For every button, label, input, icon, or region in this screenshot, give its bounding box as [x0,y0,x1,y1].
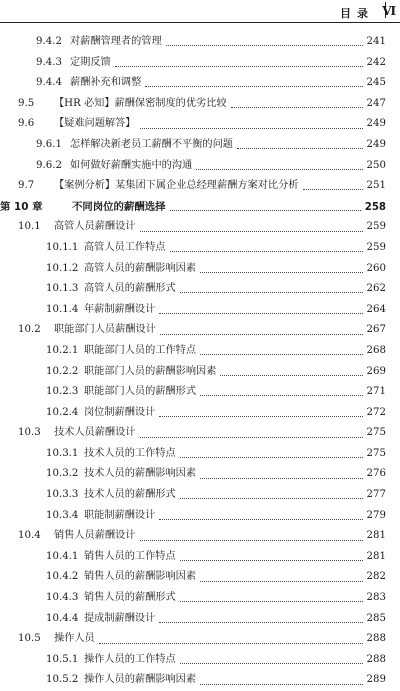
dot-leader [99,642,363,644]
toc-entry-number: 9.5 [18,97,35,109]
dot-leader [180,662,363,664]
toc-entry[interactable] [0,300,400,321]
toc-entry-title: 销售人员的薪酬形式 [84,592,176,604]
toc-entry-title: 操作人员的薪酬影响因素 [84,674,197,686]
page-header [0,0,400,23]
toc-entry-title: 年薪制薪酬设计 [84,303,156,315]
toc-entry-title: 技术人员薪酬设计 [54,427,136,439]
toc-entry-number: 10.4.2 [46,571,79,583]
toc-entry-title: 技术人员的薪酬形式 [84,489,176,501]
dot-leader [159,312,362,314]
dot-leader [200,271,362,273]
dot-leader [159,518,362,520]
toc-entry-page: 250 [366,159,386,171]
dot-leader [140,539,363,541]
toc-entry-page: 269 [366,365,386,377]
dot-leader [220,374,362,376]
toc-entry[interactable] [0,320,400,341]
dot-leader [140,436,363,438]
toc-entry-page: 288 [366,633,386,645]
toc-entry-title: 如何做好薪酬实施中的沟通 [70,159,193,171]
dot-leader [200,477,362,479]
dot-leader [200,580,362,582]
toc-entry-number: 10.4 [18,530,41,542]
toc-entry-page: 260 [366,262,386,274]
toc-entry[interactable] [0,362,400,383]
dot-leader [180,456,363,458]
dot-leader [160,333,363,335]
toc-entry-number: 10.2.1 [46,344,79,356]
toc-entry-page: 285 [366,612,386,624]
toc-entry-title: 技术人员的薪酬影响因素 [84,468,197,480]
toc-entry-page: 272 [366,406,386,418]
dot-leader [200,683,362,685]
toc-entry-title: 提成制薪酬设计 [84,612,156,624]
toc-entry[interactable] [0,53,400,74]
toc-entry-title: 销售人员的薪酬影响因素 [84,571,197,583]
toc-entry[interactable] [0,444,400,465]
toc-entry-number: 10.1.2 [46,262,79,274]
dot-leader [159,415,362,417]
toc-entry-page: 262 [366,283,386,295]
toc-entry-number: 10.2.4 [46,406,79,418]
toc-entry[interactable] [0,32,400,53]
toc-entry[interactable] [0,423,400,444]
toc-entry-number: 10.2 [18,324,41,336]
toc-entry[interactable] [0,259,400,280]
toc-entry-number: 10.2.2 [46,365,79,377]
toc-entry-title: 不同岗位的薪酬选择 [72,200,166,213]
dot-leader [180,600,363,602]
header-page-number: Ⅵ [382,4,396,18]
toc-entry-title: 操作人员的工作特点 [84,653,176,665]
toc-entry-title: 岗位制薪酬设计 [84,406,156,418]
toc-entry-number: 10.4.4 [46,612,79,624]
toc-entry-number: 10.4.1 [46,550,79,562]
toc-entry-page: 241 [366,36,386,47]
toc-entry-title: 对薪酬管理者的管理 [70,36,162,47]
toc-entry-number: 10.3.1 [46,447,79,459]
toc-chapter-entry[interactable] [0,197,400,218]
toc-entry[interactable] [0,609,400,630]
dot-leader [170,209,361,211]
toc-entry-page: 283 [366,592,386,604]
dot-leader [237,147,363,149]
toc-entry-title: 怎样解决新老员工薪酬不平衡的问题 [70,138,233,150]
toc-entry-page: 289 [366,674,386,686]
toc-entry-number: 10.1.3 [46,283,79,295]
toc-entry[interactable] [0,341,400,362]
dot-leader [303,188,363,190]
dot-leader [145,85,362,87]
dot-leader [166,44,363,46]
toc-entry-number: 9.6.2 [36,159,62,171]
dot-leader [180,497,363,499]
toc-entry-number: 10.1 [18,221,41,233]
dot-leader [159,621,362,623]
toc-entry-page: 275 [366,427,386,439]
toc-entry-page: 249 [366,118,386,130]
dot-leader [200,394,362,396]
toc-entry-page: 251 [366,180,386,192]
toc-entry-page: 279 [366,509,386,521]
toc-entry-page: 258 [364,201,386,213]
toc-entry-title: 【疑难问题解答】 [54,118,136,130]
toc-entry-page: 271 [366,386,386,398]
toc-entry[interactable] [0,279,400,300]
dot-leader [180,291,363,293]
dot-leader [180,559,363,561]
toc-entry[interactable] [0,238,400,259]
toc-entry-number: 10.2.3 [46,386,79,398]
toc-entry[interactable] [0,156,400,177]
toc-entry-title: 技术人员的工作特点 [84,447,176,459]
toc-entry-page: 288 [366,653,386,665]
toc-entry-title: 【案例分析】某集团下属企业总经理薪酬方案对比分析 [54,180,299,192]
toc-entry-page: 268 [366,344,386,356]
toc-entry-number: 9.7 [18,180,35,192]
toc-entry[interactable] [0,73,400,94]
toc-entry[interactable] [0,114,400,135]
toc-entry-page: 275 [366,447,386,459]
toc-entry-title: 职能部门人员的薪酬形式 [84,386,197,398]
toc-entry-title: 高管人员工作特点 [84,241,166,253]
toc-entry[interactable] [0,629,400,650]
toc-entry-title: 销售人员薪酬设计 [54,530,136,542]
toc-entry-page: 277 [366,489,386,501]
toc-entry-number: 10.1.4 [46,303,79,315]
toc-entry-title: 职能部门人员的薪酬影响因素 [84,365,217,377]
toc-entry-page: 267 [366,324,386,336]
toc-entry[interactable] [0,464,400,485]
dot-leader [115,65,363,67]
toc-entry-number: 10.5.1 [46,653,79,665]
toc-entry-title: 薪酬补充和调整 [70,77,142,89]
toc-entry[interactable] [0,176,400,197]
toc-entry[interactable] [0,382,400,403]
toc-entry-page: 249 [366,138,386,150]
toc-entry-number: 9.4.4 [36,77,62,89]
toc-entry-page: 247 [366,97,386,109]
toc-entry[interactable] [0,547,400,568]
toc-entry-number: 10.4.3 [46,592,79,604]
toc-entry-number: 10.3.2 [46,468,79,480]
toc-entry-number: 10.3 [18,427,41,439]
toc-entry-number: 10.5 [18,633,41,645]
dot-leader [231,106,363,108]
toc-entry-page: 281 [366,530,386,542]
toc-entry[interactable] [0,135,400,156]
toc-entry-title: 职能制薪酬设计 [84,509,156,521]
toc-entry-title: 高管人员的薪酬影响因素 [84,262,197,274]
toc-entry-title: 定期反馈 [70,56,111,68]
toc-entry-title: 高管人员的薪酬形式 [84,283,176,295]
toc-entry-page: 242 [366,56,386,68]
toc-entry-number: 9.6 [18,118,35,130]
dot-leader [140,230,363,232]
toc-entry-title: 操作人员 [54,633,95,645]
toc-entry[interactable] [0,567,400,588]
toc-entry-number: 第 10 章 [0,200,43,213]
toc-entry-number: 10.1.1 [46,241,79,253]
toc-entry[interactable] [0,506,400,527]
toc-entry-number: 10.3.3 [46,489,79,501]
toc-entry-page: 259 [366,221,386,233]
toc-entry[interactable] [0,217,400,238]
toc-entry-title: 高管人员薪酬设计 [54,221,136,233]
toc-entry-page: 245 [366,77,386,89]
toc-entry[interactable] [0,485,400,506]
toc-entry[interactable] [0,526,400,547]
toc-entry-number: 9.4.3 [36,56,62,68]
toc-entry-title: 职能部门人员的工作特点 [84,344,197,356]
toc-entry-page: 276 [366,468,386,480]
dot-leader [140,127,363,129]
toc-entry-title: 【HR 必知】薪酬保密制度的优劣比较 [54,97,227,109]
dot-leader [200,353,362,355]
toc-entry-number: 10.3.4 [46,509,79,521]
toc-entry-number: 10.5.2 [46,674,79,686]
toc-entry[interactable] [0,670,400,691]
toc-entry-page: 281 [366,550,386,562]
toc-entry-title: 职能部门人员薪酬设计 [54,324,156,336]
toc-entry-page: 259 [366,241,386,253]
toc-entry[interactable] [0,650,400,671]
dot-leader [196,168,362,170]
toc-entry[interactable] [0,588,400,609]
dot-leader [170,250,363,252]
toc-entry-page: 282 [366,571,386,583]
header-title: 目录 [340,7,374,20]
toc-entry-title: 销售人员的工作特点 [84,550,176,562]
toc-entry-page: 264 [366,303,386,315]
table-of-contents [0,32,400,691]
toc-entry-number: 9.4.2 [36,36,62,47]
toc-entry[interactable] [0,94,400,115]
toc-entry[interactable] [0,403,400,424]
toc-entry-number: 9.6.1 [36,138,62,150]
